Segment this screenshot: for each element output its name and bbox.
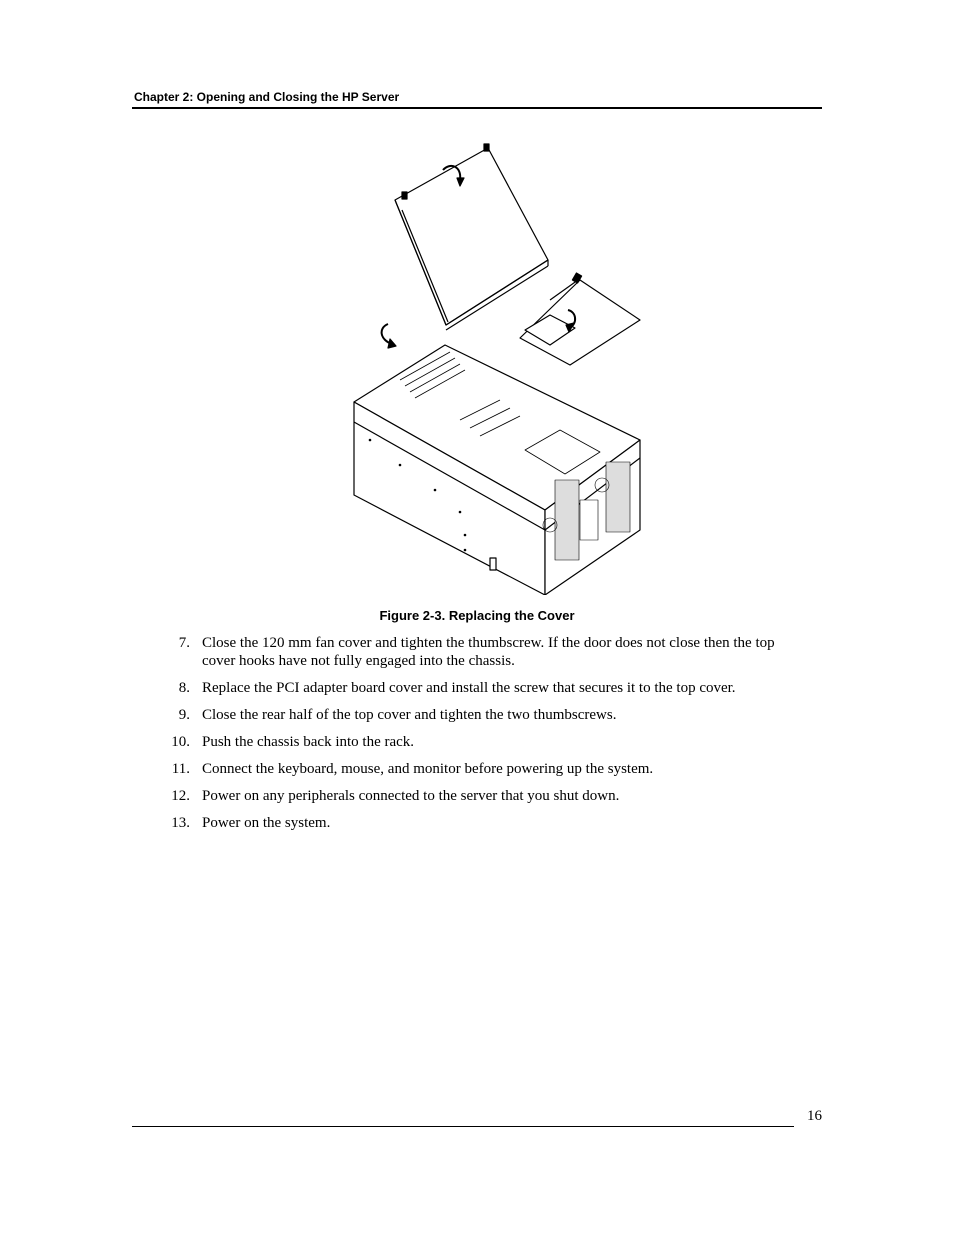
header-divider — [132, 107, 822, 109]
step-text: Power on the system. — [202, 815, 331, 831]
list-item — [160, 733, 800, 751]
figure-caption: Figure 2-3. Replacing the Cover — [379, 608, 575, 623]
step-text: Connect the keyboard, mouse, and monitor before powering up the system. — [202, 761, 654, 777]
server-cover-illustration — [340, 140, 650, 595]
list-item — [160, 634, 800, 670]
step-text: Close the rear half of the top cover and tighten the two thumbscrews. — [202, 707, 617, 723]
step-number: 11. — [171, 761, 190, 777]
step-number: 12. — [171, 788, 190, 804]
step-number: 13. — [171, 815, 190, 831]
step-text: Push the chassis back into the rack. — [202, 734, 415, 750]
procedure-steps — [160, 634, 800, 841]
page-number: 16 — [807, 1108, 822, 1124]
list-item — [160, 760, 800, 778]
step-text: Replace the PCI adapter board cover and install the screw that secures it to the top cover. — [202, 680, 736, 696]
list-item — [160, 814, 800, 832]
chapter-header: Chapter 2: Opening and Closing the HP Server — [134, 90, 400, 104]
step-number: 8. — [178, 680, 190, 696]
list-item — [160, 787, 800, 805]
footer-divider — [132, 1126, 794, 1127]
step-number: 9. — [178, 707, 190, 723]
list-item — [160, 706, 800, 724]
step-text: Power on any peripherals connected to the server that you shut down. — [202, 788, 620, 804]
step-text: Close the 120 mm fan cover and tighten the thumbscrew. If the door does not close then the top cover hooks have not fully engaged into the chassis. — [202, 635, 775, 669]
step-number: 7. — [178, 635, 190, 651]
list-item — [160, 679, 800, 697]
step-number: 10. — [171, 734, 190, 750]
